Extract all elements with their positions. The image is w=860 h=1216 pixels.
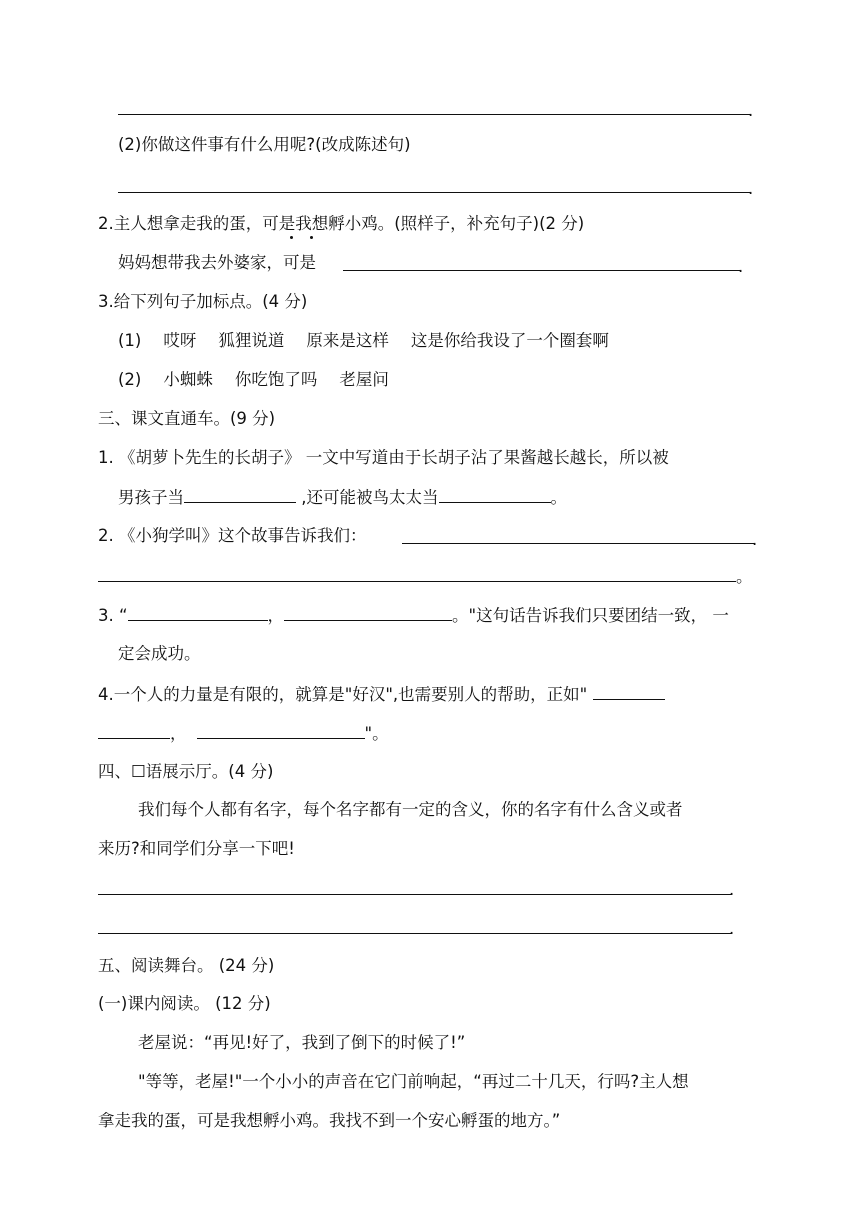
section-3-q1-line2: 男孩子当 ,还可能被鸟太太当 。 <box>118 488 567 507</box>
section-3-q2: 2. 《小狗学叫》这个故事告诉我们： <box>98 526 367 545</box>
fill-blank[interactable] <box>197 722 365 739</box>
sentence-part: 小蜘蛛 <box>163 370 213 389</box>
section-4-paragraph-line2: 来历?和同学们分享一下吧! <box>98 839 295 858</box>
end-mark: 。 <box>736 567 753 586</box>
reading-paragraph-2-line2: 拿走我的蛋，可是我想孵小鸡。我找不到一个安心孵蛋的地方。” <box>98 1111 561 1130</box>
end-mark: . <box>729 880 735 899</box>
question-1-2: (2)你做这件事有什么用呢?(改成陈述句) <box>118 135 411 154</box>
punctuation-item-1 <box>118 330 609 352</box>
sentence-part: 老屋问 <box>339 370 389 389</box>
fill-blank[interactable] <box>439 486 551 503</box>
question-2: 2.主人想拿走我的蛋，可是我想孵小鸡。(照样子，补充句子)(2 分) <box>98 214 585 233</box>
sentence-part: 狐狸说道 <box>218 331 285 350</box>
section-3-q4-line1: 4.一个人的力量是有限的，就算是"好汉",也需要别人的帮助，正如" <box>98 683 665 706</box>
sentence-part: 这是你给我设了一个圈套啊 <box>410 331 609 350</box>
question-3: 3.给下列句子加标点。(4 分) <box>98 292 308 311</box>
emphasis-dot <box>290 236 293 239</box>
answer-line[interactable] <box>98 933 732 934</box>
sentence-part: 原来是这样 <box>306 331 389 350</box>
section-3-heading: 三、课文直通车。(9 分) <box>98 409 276 428</box>
sentence-part: 你吃饱了吗 <box>234 370 318 389</box>
answer-line[interactable] <box>402 543 754 544</box>
answer-line[interactable] <box>118 192 750 193</box>
end-mark: . <box>752 530 758 549</box>
section-5-heading: 五、阅读舞台。 (24 分) <box>98 956 275 975</box>
section-3-q3-line1: 3. “ ， 。"这句话告诉我们只要团结一致， 一 <box>98 606 729 625</box>
end-mark: . <box>729 919 735 938</box>
answer-line[interactable] <box>118 114 750 115</box>
fill-blank[interactable] <box>593 683 665 700</box>
fill-blank[interactable] <box>98 722 170 739</box>
answer-line[interactable] <box>98 894 732 895</box>
reading-paragraph-1: 老屋说：“再见!好了，我到了倒下的时候了!” <box>138 1033 466 1052</box>
end-mark: . <box>738 257 744 276</box>
section-3-q4-line2: ， "。 <box>98 722 389 745</box>
question-2-prompt: 妈妈想带我去外婆家，可是 <box>118 253 316 272</box>
answer-line[interactable] <box>343 270 741 271</box>
reading-paragraph-2-line1: "等等，老屋!"一个小小的声音在它门前响起，“再过二十几天，行吗?主人想 <box>138 1072 689 1091</box>
emphasis-dot <box>310 236 313 239</box>
fill-blank[interactable] <box>184 486 296 503</box>
end-mark: . <box>748 179 754 198</box>
section-3-q1-line1: 1. 《胡萝卜先生的长胡子》 一文中写道由于长胡子沾了果酱越长越长，所以被 <box>98 448 669 467</box>
fill-blank[interactable] <box>284 604 452 621</box>
section-5-sub-heading: (一)课内阅读。 (12 分) <box>98 994 271 1013</box>
punctuation-item-2 <box>118 369 389 391</box>
sentence-part: 哎呀 <box>163 331 197 350</box>
item-number: (2) <box>118 370 142 389</box>
item-number: (1) <box>118 331 142 350</box>
section-3-q3-line2: 定会成功。 <box>118 644 201 663</box>
answer-line[interactable] <box>98 581 736 582</box>
section-4-heading: 四、☐语展示厅。(4 分) <box>98 762 274 781</box>
section-4-paragraph-line1: 我们每个人都有名字，每个名字都有一定的含义，你的名字有什么含义或者 <box>138 800 683 819</box>
end-mark: . <box>748 101 754 120</box>
fill-blank[interactable] <box>128 604 268 621</box>
